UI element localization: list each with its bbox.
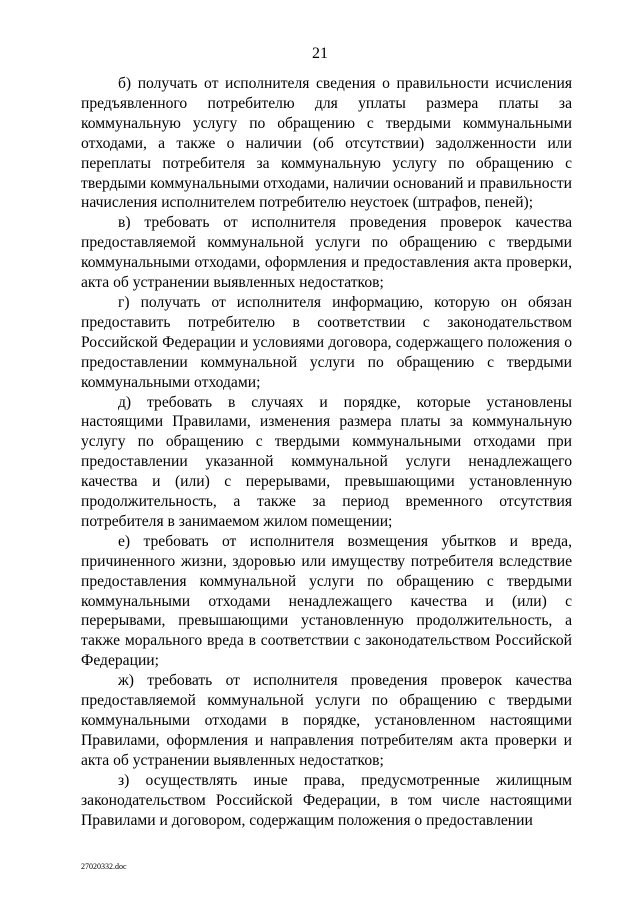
page-number: 21 [312,45,328,62]
paragraph-v: в) требовать от исполнителя проведения проверок качества предоставляемой коммунальной услуги по обращению с твердыми коммунальными отходами, оформления и предоставления акта проверки, акта об устранении выявленных недостатков; [81,214,572,292]
paragraph-b: б) получать от исполнителя сведения о правильности исчисления предъявленного потребителю для уплаты размера платы за коммунальную услугу по обращению с твердыми коммунальными отходами, а также о наличии (об отсутствии) задолженности или переплаты потребителя за коммунальную услугу по обращению с твердыми коммунальными отходами, наличии оснований и правильности начисления исполнителем потребителю неустоек (штрафов, пеней); [81,75,572,212]
paragraph-zh: ж) требовать от исполнителя проведения проверок качества предоставляемой коммунальной услуги по обращению с твердыми коммунальными отходами в порядке, установленном настоящими Правилами, оформления и направления потребителям акта проверки и акта об устранении выявленных недостатков; [81,672,572,769]
document-footer-filename: 27020332.doc [81,862,127,871]
paragraph-g: г) получать от исполнителя информацию, которую он обязан предоставить потребителю в соответствии с законодательством Российской Федерации и условиями договора, содержащего положения о предоставлении коммунальной услуги по обращению с твердыми коммунальными отходами; [81,293,572,391]
paragraph-d: д) требовать в случаях и порядке, которые установлены настоящими Правилами, изменения размера платы за коммунальную услугу по обращению с твердыми коммунальными отходами при предоставлении указанной коммунальной услуги ненадлежащего качества и (или) с перерывами, превышающими установленную продолжительность, а также за период временного отсутствия потребителя в занимаемом жилом помещении; [81,393,572,530]
document-body [81,74,572,830]
paragraph-z: з) осуществлять иные права, предусмотренные жилищным законодательством Российской Федерации, в том числе настоящими Правилами и договором, содержащим положения о предоставлении [81,771,572,829]
paragraph-e: е) требовать от исполнителя возмещения убытков и вреда, причиненного жизни, здоровью или имуществу потребителя вследствие предоставления коммунальной услуги по обращению с твердыми коммунальными отходами ненадлежащего качества и (или) с перерывами, превышающими установленную продолжительность, а также морального вреда в соответствии с законодательством Российской Федерации; [81,532,572,670]
